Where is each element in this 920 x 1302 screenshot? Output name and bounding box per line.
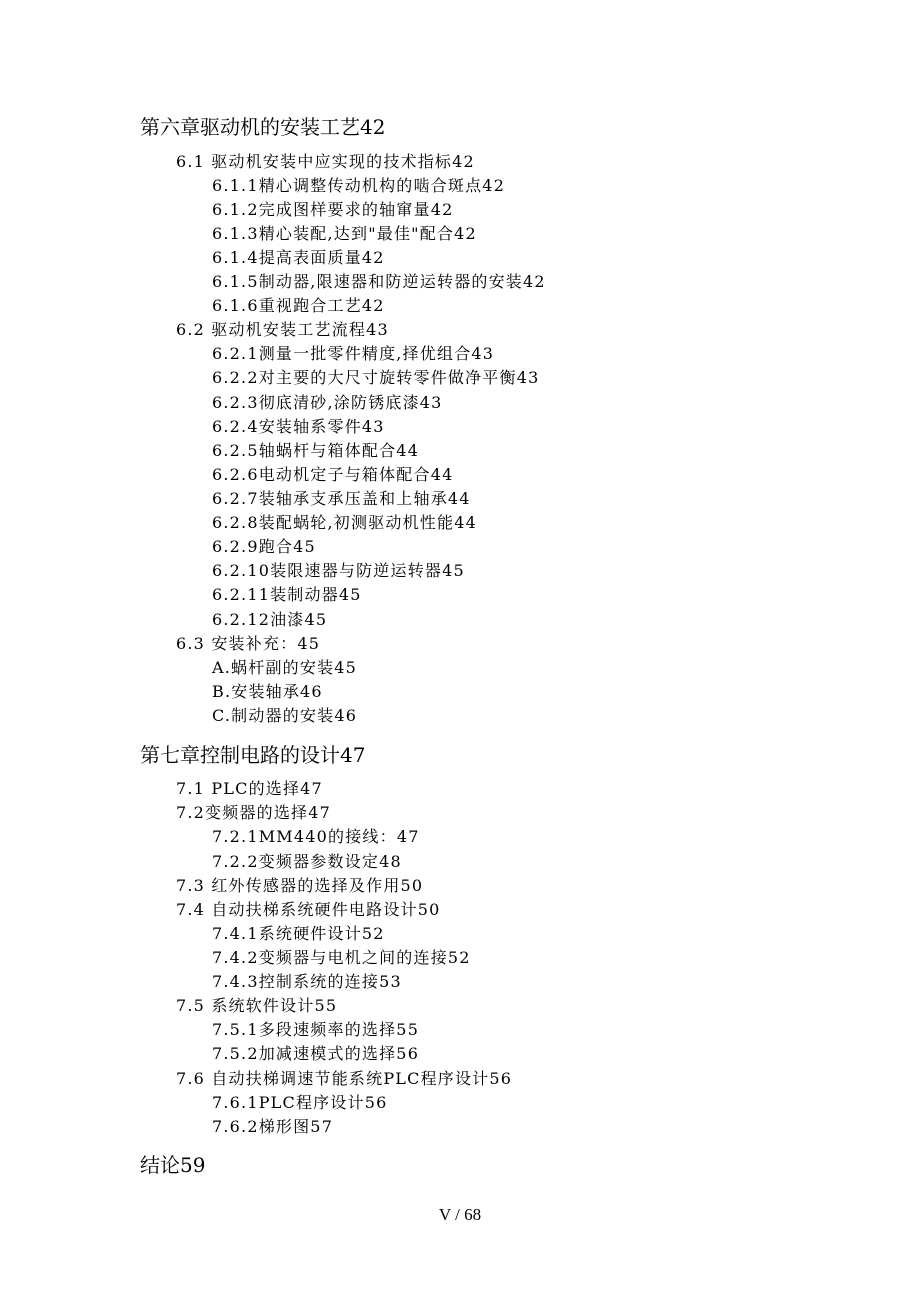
toc-subsection: 6.2.8装配蜗轮,初测驱动机性能44 bbox=[212, 513, 477, 532]
toc-subsection: 6.2.10装限速器与防逆运转器45 bbox=[212, 561, 465, 580]
toc-subsection: 6.2.1测量一批零件精度,择优组合43 bbox=[212, 344, 495, 363]
toc-section: 6.1 驱动机安装中应实现的技术指标42 bbox=[176, 152, 475, 171]
toc-subsection: 7.6.2梯形图57 bbox=[212, 1117, 334, 1136]
toc-chapter-7: 第七章控制电路的设计47 bbox=[140, 743, 366, 767]
page-number: V / 68 bbox=[438, 1205, 482, 1224]
toc-subsection: 6.1.6重视跑合工艺42 bbox=[212, 296, 385, 315]
toc-subsection: 6.2.2对主要的大尺寸旋转零件做净平衡43 bbox=[212, 368, 540, 387]
toc-subsection: 7.4.3控制系统的连接53 bbox=[212, 972, 402, 991]
toc-subsection: 6.2.11装制动器45 bbox=[212, 585, 362, 604]
toc-subsection: 6.1.1精心调整传动机构的啮合斑点42 bbox=[212, 176, 506, 195]
toc-section: 6.3 安装补充：45 bbox=[176, 634, 321, 653]
toc-subsection: 7.5.1多段速频率的选择55 bbox=[212, 1020, 420, 1039]
toc-subsection: 6.1.5制动器,限速器和防逆运转器的安装42 bbox=[212, 272, 546, 291]
toc-subsection: 7.4.1系统硬件设计52 bbox=[212, 924, 385, 943]
toc-subsection: 6.1.2完成图样要求的轴窜量42 bbox=[212, 200, 454, 219]
toc-subsection: 6.2.12油漆45 bbox=[212, 610, 328, 629]
toc-section: 7.5 系统软件设计55 bbox=[176, 996, 338, 1015]
toc-chapter-6: 第六章驱动机的安装工艺42 bbox=[140, 115, 386, 139]
toc-subsection: A.蜗杆副的安装45 bbox=[212, 658, 358, 677]
toc-conclusion: 结论59 bbox=[140, 1153, 206, 1177]
toc-subsection: 7.6.1PLC程序设计56 bbox=[212, 1093, 388, 1112]
toc-subsection: 7.2.2变频器参数设定48 bbox=[212, 852, 402, 871]
toc-section: 6.2 驱动机安装工艺流程43 bbox=[176, 320, 389, 339]
toc-section: 7.4 自动扶梯系统硬件电路设计50 bbox=[176, 900, 441, 919]
toc-section: 7.2变频器的选择47 bbox=[176, 803, 332, 822]
toc-section: 7.1 PLC的选择47 bbox=[176, 779, 323, 798]
toc-subsection: 6.2.4安装轴系零件43 bbox=[212, 417, 385, 436]
toc-subsection: 7.5.2加减速模式的选择56 bbox=[212, 1044, 420, 1063]
toc-subsection: 6.2.3彻底清砂,涂防锈底漆43 bbox=[212, 393, 443, 412]
toc-subsection: 7.2.1MM440的接线：47 bbox=[212, 827, 420, 846]
toc-section: 7.3 红外传感器的选择及作用50 bbox=[176, 876, 424, 895]
toc-subsection: 6.2.6电动机定子与箱体配合44 bbox=[212, 465, 454, 484]
toc-subsection: B.安装轴承46 bbox=[212, 682, 323, 701]
toc-subsection: C.制动器的安装46 bbox=[212, 706, 358, 725]
toc-subsection: 6.2.9跑合45 bbox=[212, 537, 316, 556]
toc-subsection: 7.4.2变频器与电机之间的连接52 bbox=[212, 948, 471, 967]
toc-section: 7.6 自动扶梯调速节能系统PLC程序设计56 bbox=[176, 1069, 513, 1088]
toc-subsection: 6.1.4提高表面质量42 bbox=[212, 248, 385, 267]
toc-subsection: 6.2.7装轴承支承压盖和上轴承44 bbox=[212, 489, 471, 508]
toc-subsection: 6.1.3精心装配,达到"最佳"配合42 bbox=[212, 224, 477, 243]
toc-subsection: 6.2.5轴蜗杆与箱体配合44 bbox=[212, 441, 420, 460]
